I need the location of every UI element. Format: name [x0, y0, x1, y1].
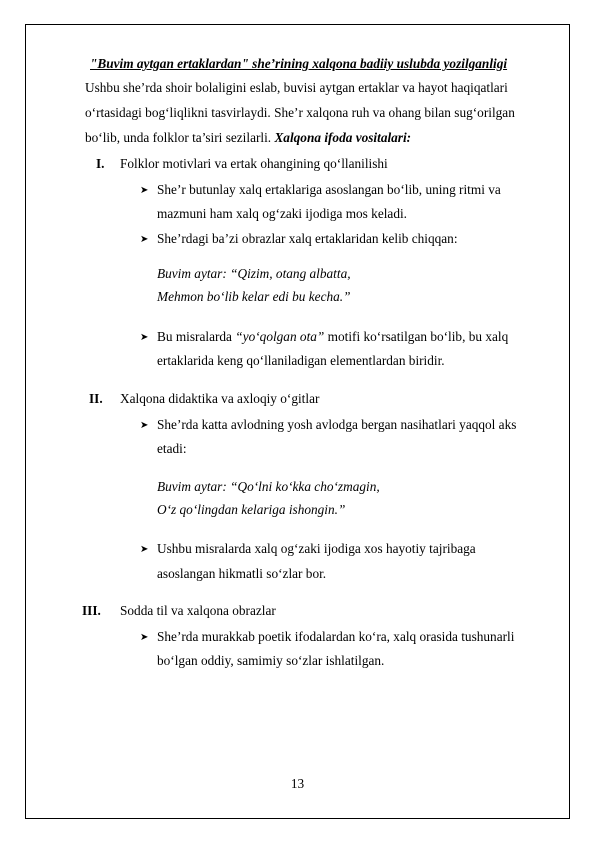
arrow-bullet-icon: ➤	[140, 234, 149, 245]
arrow-bullet-icon: ➤	[140, 420, 149, 431]
section-2-bullet-2-line-1: Ushbu misralarda xalq og‘zaki ijodiga xos hayotiy tajribaga	[157, 541, 476, 556]
intro-line-3-bold: Xalqona ifoda vositalari:	[274, 130, 412, 145]
document-title	[90, 56, 507, 72]
title-text: "Buvim aytgan ertaklardan" she’rining xalqona badiiy uslubda yozilganligi	[90, 56, 508, 71]
arrow-bullet-icon: ➤	[140, 632, 149, 643]
section-2-bullet-1-line-2: etadi:	[157, 441, 187, 456]
section-2-quote-line-1: Buvim aytar: “Qo‘lni ko‘kka cho‘zmagin,	[157, 479, 380, 494]
section-3-bullet-1-line-1: She’rda murakkab poetik ifodalardan ko‘ra, xalq orasida tushunarli	[157, 629, 515, 644]
section-1-bullet-3-line-1	[157, 329, 508, 345]
intro-line-3-text: bo‘lib, unda folklor ta’siri sezilarli.	[85, 130, 275, 145]
arrow-bullet-icon: ➤	[140, 185, 149, 196]
intro-line-3	[85, 130, 411, 146]
section-2-quote-line-2: O‘z qo‘lingdan kelariga ishongin.”	[157, 502, 346, 517]
bullet-3-em: “yo‘qolgan ota”	[235, 329, 325, 344]
section-3-heading: Sodda til va xalqona obrazlar	[120, 603, 276, 618]
section-1-bullet-1-line-2: mazmuni ham xalq og‘zaki ijodiga mos keladi.	[157, 206, 407, 221]
section-1-bullet-1-line-1: She’r butunlay xalq ertaklariga asoslangan bo‘lib, uning ritmi va	[157, 182, 501, 197]
intro-line-2: o‘rtasidagi bog‘liqlikni tasvirlaydi. She’r xalqona ruh va ohang bilan sug‘orilgan	[85, 105, 515, 120]
arrow-bullet-icon: ➤	[140, 332, 149, 343]
section-1-quote-line-1: Buvim aytar: “Qizim, otang albatta,	[157, 266, 351, 281]
section-2-number: II.	[89, 391, 103, 406]
section-2-bullet-1-line-1: She’rda katta avlodning yosh avlodga bergan nasihatlari yaqqol aks	[157, 417, 517, 432]
section-2-bullet-2-line-2: asoslangan hikmatli so‘zlar bor.	[157, 566, 327, 581]
bullet-3-post: motifi ko‘rsatilgan bo‘lib, bu xalq	[324, 329, 509, 344]
section-1-number: I.	[96, 156, 105, 171]
intro-line-1: Ushbu she’rda shoir bolaligini eslab, buvisi aytgan ertaklar va hayot haqiqatlari	[85, 80, 508, 95]
section-1-heading: Folklor motivlari va ertak ohangining qo‘llanilishi	[120, 156, 388, 171]
section-1-bullet-3-line-2: ertaklarida keng qo‘llaniladigan elementlardan biridir.	[157, 353, 445, 368]
section-2-heading: Xalqona didaktika va axloqiy o‘gitlar	[120, 391, 320, 406]
bullet-3-pre: Bu misralarda	[157, 329, 236, 344]
page-number: 13	[290, 776, 305, 791]
section-1-bullet-2: She’rdagi ba’zi obrazlar xalq ertaklaridan kelib chiqqan:	[157, 231, 458, 246]
section-1-quote-line-2: Mehmon bo‘lib kelar edi bu kecha.”	[157, 289, 351, 304]
arrow-bullet-icon: ➤	[140, 544, 149, 555]
section-3-bullet-1-line-2: bo‘lgan oddiy, samimiy so‘zlar ishlatilgan.	[157, 653, 385, 668]
section-3-number: III.	[82, 603, 101, 618]
